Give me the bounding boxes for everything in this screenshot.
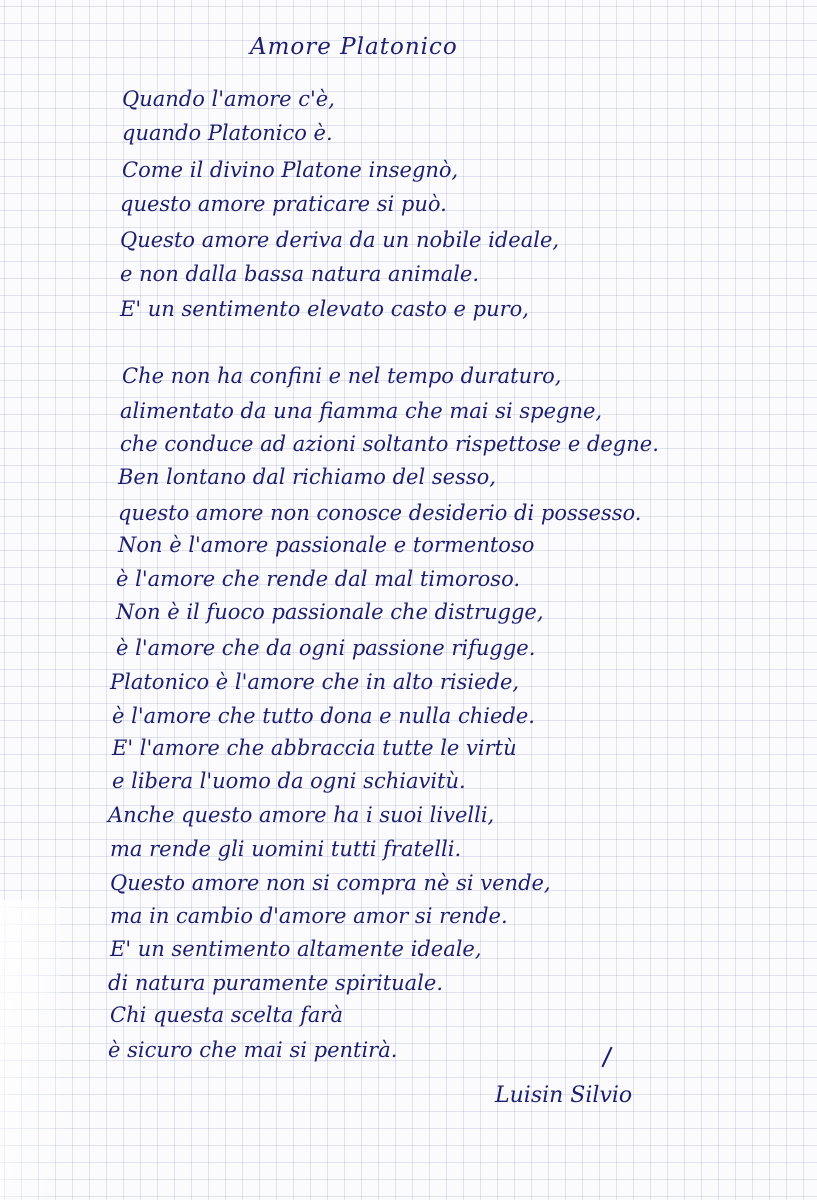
poem-line: quando Platonico è. [122, 121, 333, 145]
poem-line: è l'amore che rende dal mal timoroso. [116, 567, 521, 591]
poem-line: alimentato da una fiamma che mai si spegne, [120, 399, 603, 423]
author-signature: Luisin Silvio [495, 1083, 633, 1108]
poem-line: ma in cambio d'amore amor si rende. [110, 904, 508, 928]
poem-line: Chi questa scelta farà [110, 1003, 343, 1027]
poem-line: Che non ha confini e nel tempo duraturo, [122, 364, 562, 388]
poem-line: Ben lontano dal richiamo del sesso, [118, 465, 496, 489]
poem-title: Amore Platonico [250, 34, 458, 60]
poem-line: E' un sentimento altamente ideale, [110, 937, 482, 961]
poem-line: e libera l'uomo da ogni schiavitù. [112, 769, 466, 793]
poem-line: E' l'amore che abbraccia tutte le virtù [112, 736, 517, 760]
poem-line: Quando l'amore c'è, [122, 87, 335, 111]
poem-line: Come il divino Platone insegnò, [122, 158, 459, 182]
poem-line: Non è l'amore passionale e tormentoso [118, 533, 535, 557]
poem-line: Questo amore deriva da un nobile ideale, [120, 228, 560, 252]
poem-line: ma rende gli uomini tutti fratelli. [110, 837, 462, 861]
poem-line: questo amore non conosce desiderio di possesso. [118, 501, 642, 525]
poem-line: E' un sentimento elevato casto e puro, [120, 297, 529, 321]
poem-line: è sicuro che mai si pentirà. [108, 1038, 398, 1062]
poem-line: e non dalla bassa natura animale. [120, 262, 480, 286]
poem-line: Platonico è l'amore che in alto risiede, [110, 670, 520, 694]
poem-line: Non è il fuoco passionale che distrugge, [116, 600, 544, 624]
poem-line: Anche questo amore ha i suoi livelli, [108, 803, 495, 827]
poem-line: è l'amore che tutto dona e nulla chiede. [112, 704, 535, 728]
poem-line: di natura puramente spirituale. [108, 971, 444, 995]
poem-line: è l'amore che da ogni passione rifugge. [116, 636, 536, 660]
poem-line: questo amore praticare si può. [120, 192, 447, 216]
poem-line: Questo amore non si compra nè si vende, [110, 871, 551, 895]
poem-line: che conduce ad azioni soltanto rispettose e degne. [120, 432, 659, 456]
